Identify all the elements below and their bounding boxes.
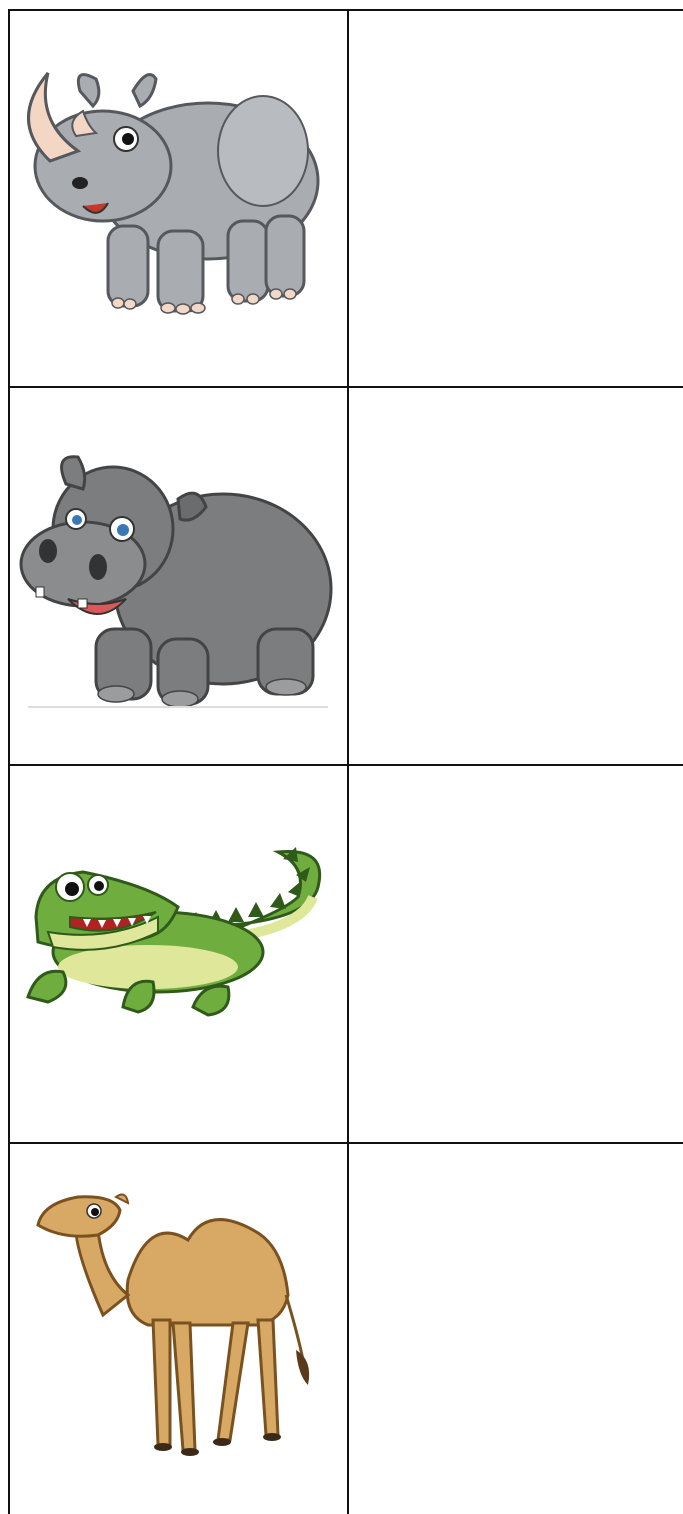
table-row-4-answer-cell[interactable] bbox=[350, 1145, 683, 1514]
crocodile-icon bbox=[8, 767, 348, 1142]
table-row-1-picture-cell bbox=[8, 11, 348, 386]
table-row-2-answer-cell[interactable] bbox=[350, 389, 683, 764]
camel-icon bbox=[8, 1145, 348, 1514]
rhino-icon bbox=[8, 11, 348, 386]
table-row-2-picture-cell bbox=[8, 389, 348, 764]
hippo-icon bbox=[8, 389, 348, 764]
table-row-4-picture-cell bbox=[8, 1145, 348, 1514]
table-row-3-answer-cell[interactable] bbox=[350, 767, 683, 1142]
table-row-1-answer-cell[interactable] bbox=[350, 11, 683, 386]
table-row-3-picture-cell bbox=[8, 767, 348, 1142]
